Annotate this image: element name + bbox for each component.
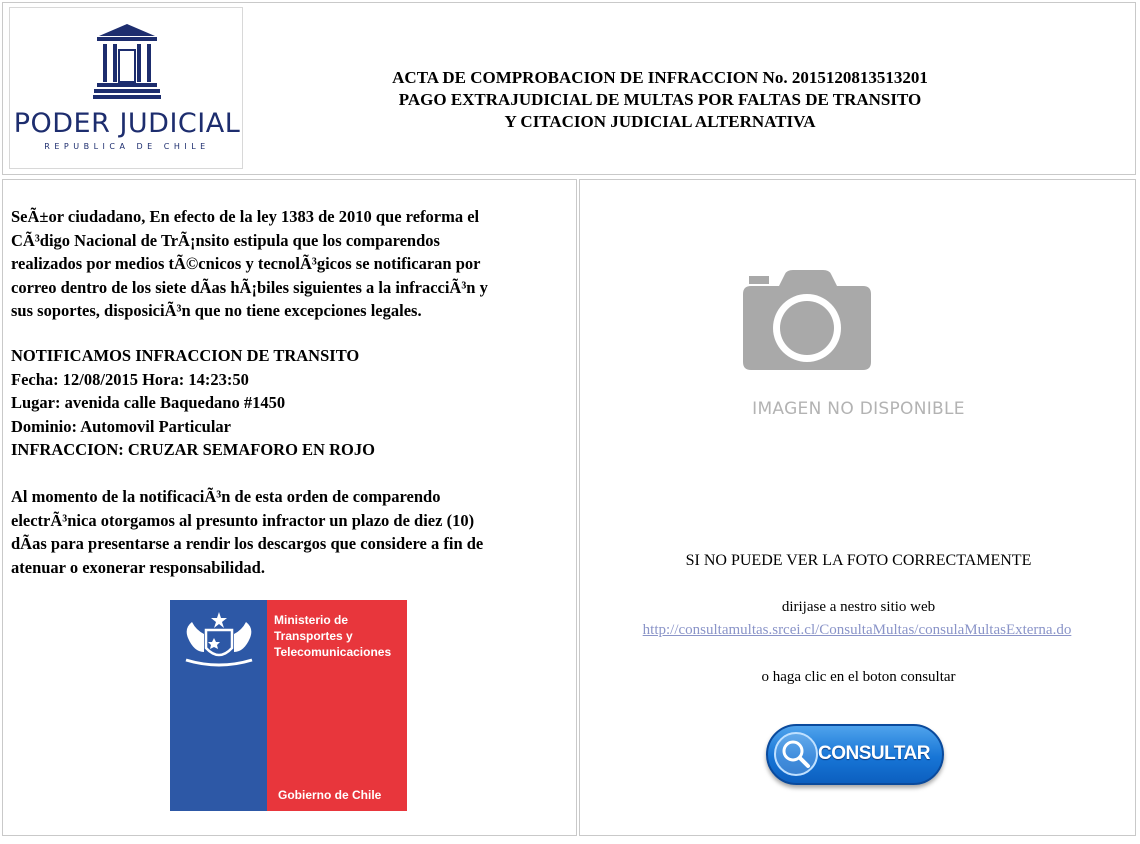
intro-line: correo dentro de los siete dÃas hÃ¡biles siguientes a la infracciÃ³n y [11, 277, 488, 297]
ministry-line: Transportes y [274, 629, 353, 643]
deadline-line: dÃas para presentarse a rendir los descargos que considere a fin de [11, 534, 484, 553]
deadline-line: atenuar o exonerar responsabilidad. [11, 557, 265, 577]
header-box [2, 2, 1136, 175]
logo-subtitle: REPUBLICA DE CHILE [44, 142, 210, 151]
title-line-2: PAGO EXTRAJUDICIAL DE MULTAS POR FALTAS DE TRANSITO [398, 90, 922, 109]
deadline-line: Al momento de la notificaciÃ³n de esta orden de comparendo [11, 487, 441, 506]
infraction-vehicle: Dominio: Automovil Particular [11, 416, 231, 436]
infraction-type: INFRACCION: CRUZAR SEMAFORO EN ROJO [11, 440, 375, 459]
notice-heading: NOTIFICAMOS INFRACCION DE TRANSITO [11, 346, 360, 365]
magnifier-icon [774, 732, 818, 776]
ministry-name [274, 612, 406, 660]
intro-line: sus soportes, disposiciÃ³n que no tiene excepciones legales. [11, 301, 422, 320]
infraction-details [11, 344, 571, 462]
image-unavailable-text: IMAGEN NO DISPONIBLE [752, 399, 965, 419]
website-hint: dirijase a nestro sitio web [781, 599, 936, 615]
coat-of-arms-icon [180, 608, 258, 678]
logo-title: PODER JUDICIAL [13, 108, 241, 139]
deadline-line: electrÃ³nica otorgamos al presunto infractor un plazo de diez (10) [11, 510, 475, 530]
ministry-line: Ministerio de [274, 613, 349, 627]
intro-line: realizados por medios tÃ©cnicos y tecnolÃ³gicos se notificaran por [11, 254, 481, 273]
consultar-label: CONSULTAR [818, 743, 930, 764]
ministry-line: Telecomunicaciones [274, 645, 392, 659]
infraction-place: Lugar: avenida calle Baquedano #1450 [11, 393, 286, 412]
consult-url-link[interactable]: http://consultamultas.srcei.cl/ConsultaMultas/consulaMultasExterna.do [642, 622, 1072, 638]
intro-paragraph [11, 205, 571, 323]
camera-icon [733, 266, 881, 376]
intro-line: SeÃ±or ciudadano, En efecto de la ley 1383 de 2010 que reforma el [11, 207, 480, 226]
page-title [251, 67, 1069, 133]
ministry-logo [170, 600, 407, 811]
gobierno-label: Gobierno de Chile [278, 788, 382, 802]
courthouse-icon [93, 22, 161, 100]
photo-warning: SI NO PUEDE VER LA FOTO CORRECTAMENTE [685, 552, 1032, 569]
notice-panel [2, 179, 577, 836]
button-hint: o haga clic en el boton consultar [761, 669, 956, 685]
title-line-1: ACTA DE COMPROBACION DE INFRACCION No. 2015120813513201 [392, 68, 928, 87]
intro-line: CÃ³digo Nacional de TrÃ¡nsito estipula que los comparendos [11, 230, 440, 250]
poder-judicial-logo [9, 7, 243, 169]
photo-panel [579, 179, 1136, 836]
infraction-date: Fecha: 12/08/2015 Hora: 14:23:50 [11, 369, 249, 389]
deadline-paragraph [11, 485, 571, 579]
consultar-button[interactable] [766, 724, 944, 785]
title-line-3: Y CITACION JUDICIAL ALTERNATIVA [504, 112, 816, 131]
